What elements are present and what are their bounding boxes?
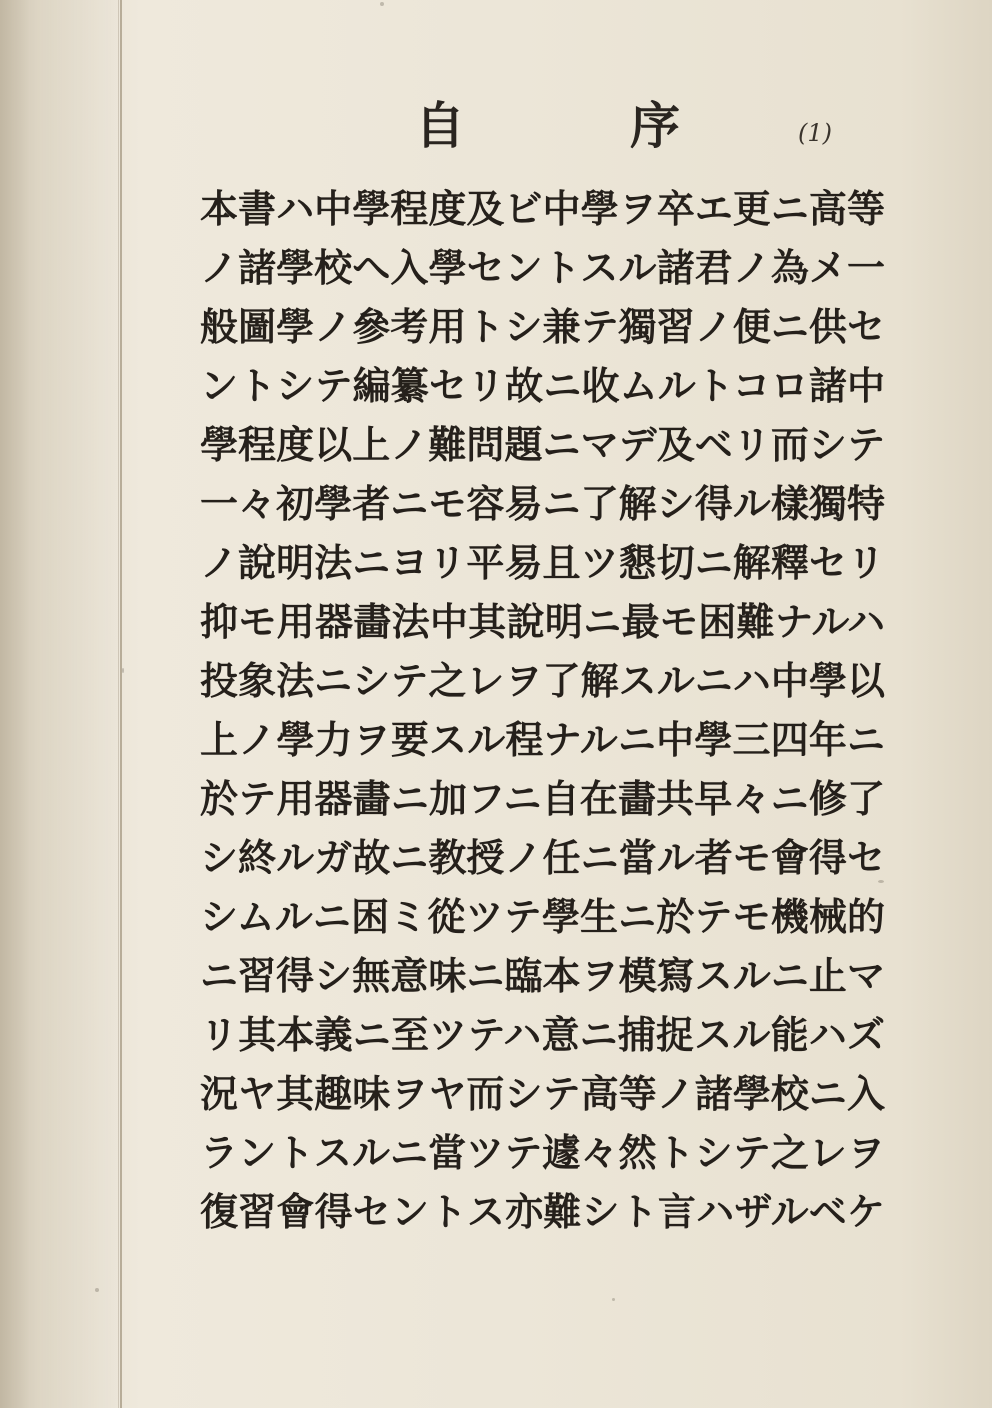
text-line: 投象法ニシテ之レヲ了解スルニハ中學以: [200, 658, 885, 703]
text-line: ノ說明法ニヨリ平易且ツ懇切ニ解釋セリ: [200, 540, 885, 585]
text-line: リ其本義ニ至ツテハ意ニ捕捉スル能ハズ: [200, 1012, 885, 1057]
text-line: ントシテ編纂セリ故ニ收ムルトコロ諸中: [200, 363, 885, 408]
text-line: 一々初學者ニモ容易ニ了解シ得ル樣獨特: [200, 481, 885, 526]
text-line: 抑モ用器畵法中其說明ニ最モ困難ナルハ: [200, 599, 885, 644]
text-line: 況ヤ其趣味ヲヤ而シテ高等ノ諸學校ニ入: [200, 1071, 885, 1116]
text-line: 上ノ學力ヲ要スル程ナルニ中學三四年ニ: [200, 717, 885, 762]
text-line: 本書ハ中學程度及ビ中學ヲ卒エ更ニ高等: [200, 186, 885, 231]
text-line: ラントスルニ當ツテ遽々然トシテ之レヲ: [200, 1130, 885, 1175]
text-line: 於テ用器畵ニ加フニ自在畵共早々ニ修了: [200, 776, 885, 821]
paper-speck: [95, 1288, 99, 1292]
preface-body: [200, 181, 885, 1251]
text-line: 般圖學ノ參考用トシ兼テ獨習ノ便ニ供セ: [200, 304, 885, 349]
text-line: ニ習得シ無意味ニ臨本ヲ模寫スルニ止マ: [200, 953, 885, 998]
preface-title: [0, 96, 992, 166]
page-number: (1): [798, 119, 832, 147]
title-char-2: 序: [630, 96, 680, 155]
page-edge-line: [118, 0, 119, 1408]
title-char-1: 自: [415, 96, 465, 155]
paper-speck: [878, 880, 884, 883]
text-line: 學程度以上ノ難問題ニマデ及ベリ而シテ: [200, 422, 885, 467]
text-line: シムルニ困ミ從ツテ學生ニ於テモ機械的: [200, 894, 885, 939]
paper-speck: [380, 2, 384, 6]
text-line: ノ諸學校へ入學セントスル諸君ノ為メ一: [200, 245, 885, 290]
paper-speck: [612, 1298, 615, 1301]
text-line: シ終ルガ故ニ教授ノ任ニ當ル者モ會得セ: [200, 835, 885, 880]
text-line: 復習會得セントス亦難シト言ハザルベケ: [200, 1189, 885, 1234]
binding-gutter: [0, 0, 122, 1408]
paper-speck: [122, 668, 124, 673]
